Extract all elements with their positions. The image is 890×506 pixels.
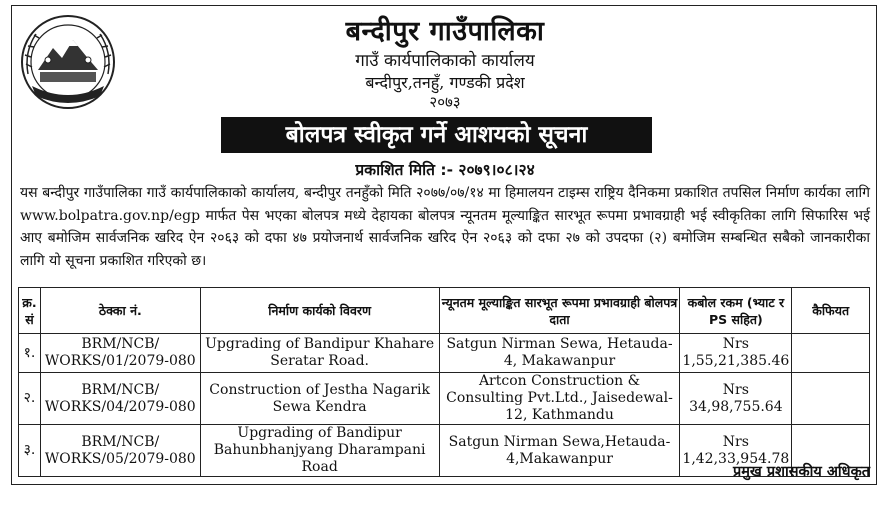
cell-contract-no: BRM/NCB/ WORKS/05/2079-080 bbox=[40, 425, 200, 477]
establishment-year: २०७३ bbox=[429, 93, 461, 111]
office-address: बन्दीपुर,तनहुँ, गण्डकी प्रदेश bbox=[365, 73, 525, 92]
header-bidder: न्यूनतम मूल्याङ्कित सारभूत रूपमा प्रभावग्राही बोलपत्र दाता bbox=[439, 288, 680, 334]
header-remarks: कैफियत bbox=[792, 288, 870, 334]
notice-title-banner: बोलपत्र स्वीकृत गर्ने आशयको सूचना bbox=[221, 117, 652, 153]
office-name: गाउँ कार्यपालिकाको कार्यालय bbox=[355, 51, 535, 71]
header-bid-amount: कबोल रकम (भ्याट र PS सहित) bbox=[680, 288, 792, 334]
cell-amount: Nrs 34,98,755.64 bbox=[680, 373, 792, 425]
cell-sn: ३. bbox=[19, 425, 41, 477]
header-sn: क्र. सं bbox=[19, 288, 41, 334]
cell-description: Upgrading of Bandipur Khahare Seratar Road. bbox=[200, 334, 439, 373]
cell-description: Upgrading of Bandipur Bahunbhanjyang Dharampani Road bbox=[200, 425, 439, 477]
notice-paragraph: यस बन्दीपुर गाउँपालिका गाउँ कार्यपालिकाको कार्यालय, बन्दीपुर तनहुँको मिति २०७७/०७/१४ मा हिमालयन टाइम्स राष्ट्रिय दैनिकमा प्रकाशित तपसिल निर्माण कार्यका लागि www.bolpatra.gov.np/egp मार्फत पेस भएका बोलपत्र मध्ये देहायका बोलपत्र न्यूनतम मूल्याङ्कित सारभूत रूपमा प्रभावग्राही भई स्वीकृतिका लागि सिफारिस भई आए बमोजिम सार्वजनिक खरिद ऐन २०६३ को दफा ४७ प्रयोजनार्थ सार्वजनिक खरिद ऐन २०६३ को दफा २७ को उपदफा (२) बमोजिम सम्बन्धित सबैको जानकारीका लागि यो सूचना प्रकाशित गरिएको छ। bbox=[20, 185, 870, 269]
cell-bidder: Satgun Nirman Sewa, Hetauda-4, Makawanpur bbox=[439, 334, 680, 373]
cell-bidder: Satgun Nirman Sewa,Hetauda-4,Makawanpur bbox=[439, 425, 680, 477]
municipality-name: बन्दीपुर गाउँपालिका bbox=[345, 16, 545, 47]
cell-remarks bbox=[792, 373, 870, 425]
cell-bidder: Artcon Construction & Consulting Pvt.Ltd., Jaisedewal-12, Kathmandu bbox=[439, 373, 680, 425]
cell-sn: २. bbox=[19, 373, 41, 425]
chief-administrative-officer-signature: प्रमुख प्रशासकीय अधिकृत bbox=[733, 464, 870, 480]
cell-amount: Nrs 1,42,33,954.78 bbox=[680, 425, 792, 477]
cell-remarks bbox=[792, 334, 870, 373]
cell-description: Construction of Jestha Nagarik Sewa Kendra bbox=[200, 373, 439, 425]
header-work-description: निर्माण कार्यको विवरण bbox=[200, 288, 439, 334]
header-contract-no: ठेक्का नं. bbox=[40, 288, 200, 334]
cell-contract-no: BRM/NCB/ WORKS/04/2079-080 bbox=[40, 373, 200, 425]
bid-table bbox=[18, 287, 870, 477]
table-header-row bbox=[19, 288, 870, 334]
cell-contract-no: BRM/NCB/ WORKS/01/2079-080 bbox=[40, 334, 200, 373]
published-date: प्रकाशित मिति :- २०७९।०८।२४ bbox=[355, 161, 535, 179]
table-row bbox=[19, 334, 870, 373]
cell-amount: Nrs 1,55,21,385.46 bbox=[680, 334, 792, 373]
cell-sn: १. bbox=[19, 334, 41, 373]
table-row bbox=[19, 373, 870, 425]
